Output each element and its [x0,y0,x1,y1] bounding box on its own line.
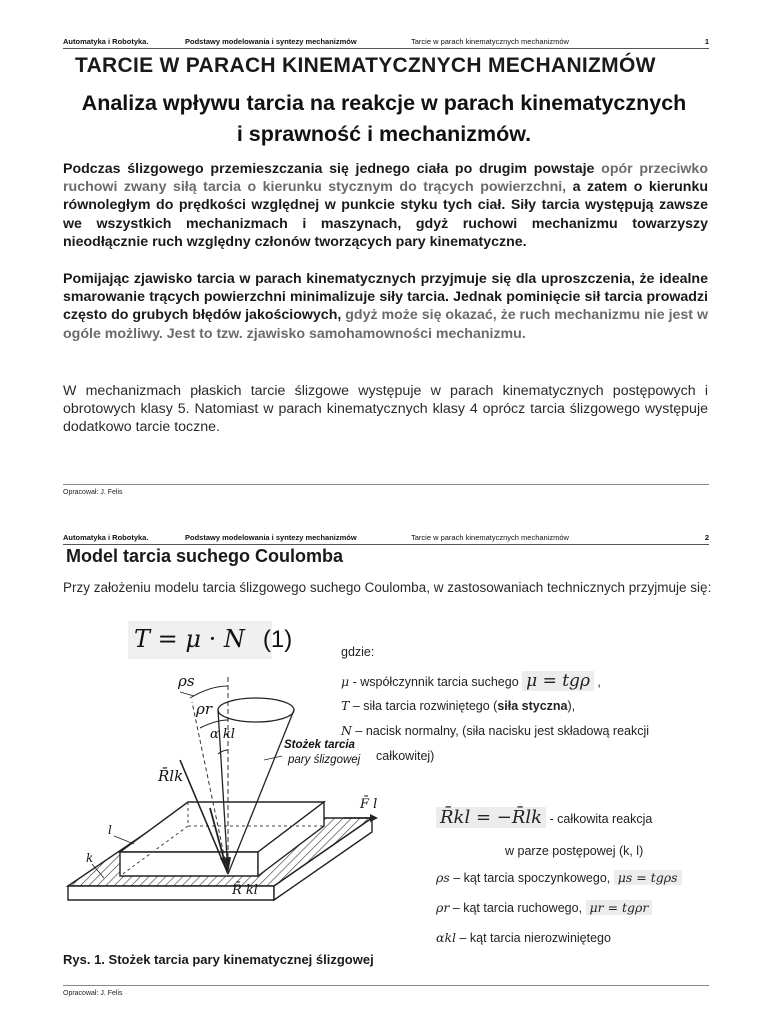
page-header [63,36,709,49]
legend-rho-s-formula: μs = tgρs [614,870,682,885]
legend-rho-s-symbol: ρs [436,870,450,885]
label-R-kl: R̄ kl [232,883,258,898]
paragraph-friction-definition [63,160,708,251]
leader-cone [264,756,282,760]
label-rho-s: ρs [178,672,195,690]
formula-mu: μ [185,625,201,653]
label-l: l [108,823,112,837]
formula-number: (1) [262,626,293,653]
legend-mu-formula: μ = tgρ [522,671,594,691]
formula-N: N [223,625,245,653]
legend-mu-end: , [593,675,601,689]
header-topic: Tarcie w parach kinematycznych mechanizmów [411,533,569,542]
legend-rho-s [436,870,682,885]
page-2 [0,524,768,1024]
label-alpha-kl: α kl [210,727,235,742]
coulomb-formula [134,625,292,654]
formula-dot: · [201,625,224,653]
friction-force-arrowhead [370,814,378,822]
legend-alpha-text: – kąt tarcia nierozwiniętego [456,931,611,945]
legend-rho-r-text: – kąt tarcia ruchowego, [449,901,586,915]
legend-mu-text: - współczynnik tarcia suchego [349,675,523,689]
para2-part-b: gdyż może się okazać, że ruch mechanizmu nie jest w ogóle możliwy. Jest to tzw. zjawisko samohamowności mechanizmu. [63,307,708,342]
para2-part-a: Pomijając zjawisko tarcia w parach kinematycznych przyjmuje się dla uproszczenia, że idealne smarowanie trących powierzchni minimalizuje siły tarcia. Jednak pominięcie sił tarcia prowadzi często do grubych błędów jakościowych, [63,271,708,324]
header-subject: Podstawy modelowania i syntezy mechanizmów [185,533,357,542]
legend-T-bold: siła styczna [497,699,568,713]
document-subtitle [40,88,728,150]
legend-alpha [436,930,611,945]
section-title: Model tarcia suchego Coulomba [66,546,344,566]
header-subject: Podstawy modelowania i syntezy mechanizmów [185,37,357,46]
legend-T-end: ), [567,699,576,713]
legend-gdzie: gdzie: [341,645,375,659]
legend-N-text: – nacisk normalny, (siła nacisku jest składową reakcji [351,724,650,738]
header-page-number: 2 [704,533,709,542]
subtitle-line-2: i sprawność i mechanizmów. [236,122,532,146]
legend-T-text: – siła tarcia rozwiniętego ( [349,699,498,713]
friction-cone-rim [218,698,294,722]
label-F-l: F̄ l [360,797,378,812]
slider-block-l-front [120,852,258,876]
label-cone-2: pary ślizgowej [288,754,361,766]
angle-arc-rho-s [190,686,228,698]
legend-alpha-symbol: αkl [436,930,457,945]
legend-N-continuation: całkowitej) [376,749,435,763]
header-course: Automatyka i Robotyka. [63,37,149,46]
header-course: Automatyka i Robotyka. [63,533,149,542]
formula-T: T [134,625,151,653]
para1-part-b: opór przeciwko ruchowi zwany siłą tarcia o kierunku stycznym do trących powierzchni, [63,161,708,196]
page-footer: Opracował: J. Felis [63,484,709,496]
formula-equals: = [150,625,186,653]
paragraph-ideal-lubrication [63,270,708,343]
para1-part-c: a zatem o kierunku równoległym do prędkości względnej w punkcie styku tych ciał. Siły tarcia występują zawsze we wszystkich mechanizmach i maszynach, gdyż ruchowi mechanizmu towarzyszy nieodłącznie ruch względny członów tworzących pary kinematyczne. [63,179,709,250]
legend-R [436,807,652,828]
subtitle-line-1: Analiza wpływu tarcia na reakcje w parach kinematycznych [81,91,687,115]
leader-rho-s [180,692,194,696]
legend-rho-s-text: – kąt tarcia spoczynkowego, [449,871,614,885]
page-header [63,532,709,545]
page-footer: Opracował: J. Felis [63,985,709,997]
leader-l [114,836,134,844]
legend-mu-symbol: μ [341,674,350,689]
friction-cone-figure [60,668,390,952]
header-page-number: 1 [704,37,709,46]
paragraph-planar-mechanisms: W mechanizmach płaskich tarcie ślizgowe występuje w parach kinematycznych postępowych i obrotowych klasy 5. Natomiast w parach kinematycznych klasy 4 oprócz tarcia ślizgowego występuje dodatkowo tarcie toczne. [63,383,708,436]
angle-arc-alpha [218,750,228,754]
legend-rho-r-symbol: ρr [436,900,450,915]
legend-rho-r-formula: μr = tgρr [586,900,653,915]
label-k: k [86,851,94,865]
figure-caption: Rys. 1. Stożek tarcia pary kinematycznej ślizgowej [63,952,374,967]
legend-N-symbol: N [341,723,352,738]
legend-T-symbol: T [341,698,350,713]
legend-R-formula: R̄kl = −R̄lk [436,807,546,828]
legend-R-continuation: w parze postępowej (k, l) [505,844,644,858]
legend-rho-r [436,900,652,915]
section-intro: Przy założeniu modelu tarcia ślizgowego suchego Coulomba, w zastosowaniach technicznych przyjmuje się: [63,580,712,595]
label-cone-1: Stożek tarcia [284,739,355,751]
para1-part-a: Podczas ślizgowego przemieszczania się jednego ciała po drugim powstaje [63,161,602,177]
document-title: TARCIE W PARACH KINEMATYCZNYCH MECHANIZMÓW [75,54,656,77]
label-R-lk: R̄lk [158,767,184,785]
legend-R-text: - całkowita reakcja [546,812,653,826]
label-rho-r: ρr [196,700,212,718]
header-topic: Tarcie w parach kinematycznych mechanizmów [411,37,569,46]
